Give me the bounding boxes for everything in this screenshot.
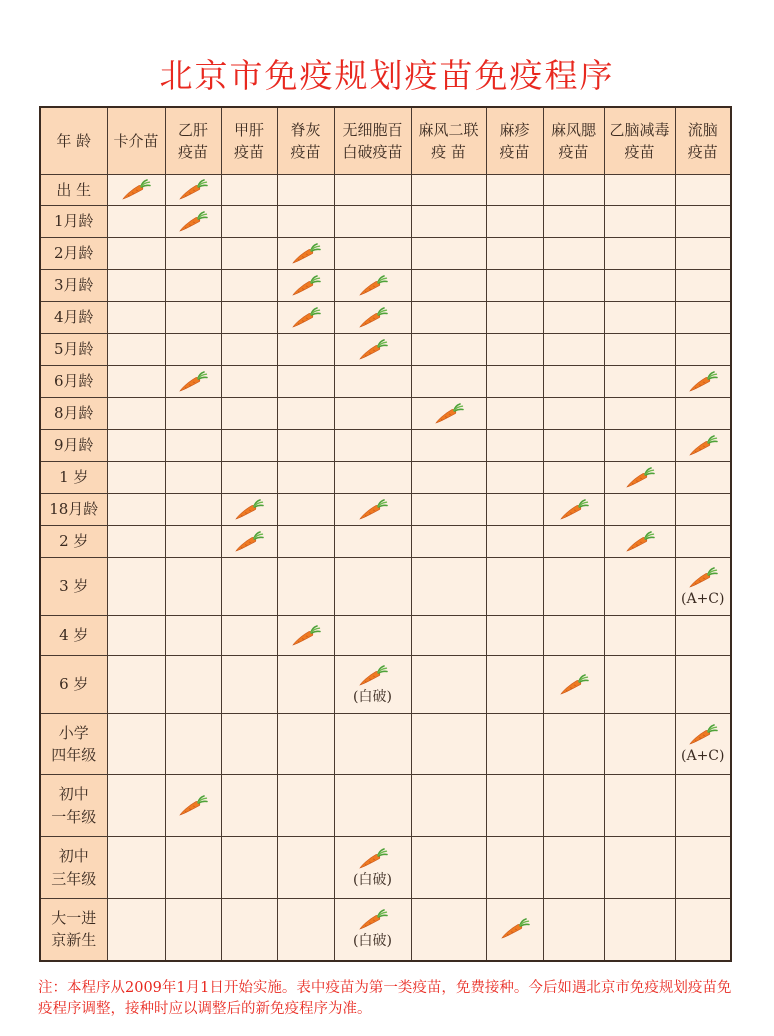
- carrot-icon: [335, 275, 411, 297]
- schedule-cell: [107, 430, 165, 462]
- schedule-cell: [543, 837, 604, 899]
- age-cell: 初中 一年级: [40, 775, 107, 837]
- carrot-icon: [278, 275, 334, 297]
- carrot-icon: [487, 918, 543, 940]
- schedule-cell: [486, 206, 543, 238]
- schedule-cell: [543, 775, 604, 837]
- table-row: [40, 270, 731, 302]
- schedule-cell: [165, 526, 221, 558]
- schedule-cell: [411, 270, 486, 302]
- schedule-cell: [107, 558, 165, 616]
- schedule-cell: [675, 494, 731, 526]
- schedule-cell: [334, 398, 411, 430]
- schedule-cell: [486, 616, 543, 656]
- schedule-cell: [334, 270, 411, 302]
- schedule-cell: [543, 398, 604, 430]
- table-row: [40, 462, 731, 494]
- schedule-cell: [221, 366, 277, 398]
- schedule-cell: [334, 462, 411, 494]
- schedule-cell: [411, 616, 486, 656]
- schedule-cell: [543, 558, 604, 616]
- schedule-cell: [411, 558, 486, 616]
- carrot-icon: [222, 499, 277, 521]
- page-title: 北京市免疫规划疫苗免疫程序: [159, 56, 615, 95]
- schedule-cell: [165, 558, 221, 616]
- carrot-icon: [676, 567, 731, 589]
- schedule-cell: [221, 494, 277, 526]
- schedule-cell: [543, 494, 604, 526]
- schedule-cell: [486, 494, 543, 526]
- schedule-cell: [334, 714, 411, 775]
- schedule-cell: [411, 206, 486, 238]
- carrot-icon: [605, 467, 675, 489]
- carrot-icon: [166, 179, 221, 201]
- schedule-cell: [277, 206, 334, 238]
- table-row: [40, 206, 731, 238]
- age-cell: 大一进 京新生: [40, 899, 107, 961]
- dose-note: (A+C): [681, 748, 725, 764]
- schedule-cell: [165, 899, 221, 961]
- schedule-cell: [334, 558, 411, 616]
- schedule-cell: [277, 656, 334, 714]
- schedule-cell: [277, 175, 334, 206]
- carrot-icon: [605, 531, 675, 553]
- schedule-cell: [221, 398, 277, 430]
- table-row: [40, 430, 731, 462]
- schedule-cell: [334, 430, 411, 462]
- schedule-cell: [411, 302, 486, 334]
- table-row: [40, 899, 731, 961]
- schedule-cell: [604, 175, 675, 206]
- schedule-cell: [543, 302, 604, 334]
- schedule-cell: [604, 656, 675, 714]
- schedule-cell: [486, 270, 543, 302]
- table-row: [40, 302, 731, 334]
- carrot-icon: [676, 371, 731, 393]
- age-cell: 9月龄: [40, 430, 107, 462]
- schedule-cell: [411, 526, 486, 558]
- carrot-icon: [335, 848, 411, 870]
- schedule-cell: [107, 175, 165, 206]
- schedule-cell: [486, 238, 543, 270]
- table-row: [40, 398, 731, 430]
- schedule-cell: [543, 616, 604, 656]
- schedule-cell: [334, 366, 411, 398]
- age-cell: 小学 四年级: [40, 714, 107, 775]
- schedule-cell: [107, 366, 165, 398]
- schedule-cell: [486, 462, 543, 494]
- schedule-cell: [604, 899, 675, 961]
- schedule-cell: [486, 334, 543, 366]
- schedule-cell: [604, 775, 675, 837]
- schedule-cell: [486, 366, 543, 398]
- table-row: [40, 616, 731, 656]
- dose-note: (A+C): [681, 590, 725, 607]
- schedule-cell: [221, 775, 277, 837]
- header-vaccine: 乙肝 疫苗: [165, 107, 221, 175]
- table-row: [40, 175, 731, 206]
- schedule-cell: [221, 430, 277, 462]
- schedule-cell: [277, 558, 334, 616]
- schedule-cell: [411, 899, 486, 961]
- schedule-cell: [675, 837, 731, 899]
- carrot-icon: [166, 371, 221, 393]
- schedule-cell: [334, 494, 411, 526]
- dose-note: (白破): [353, 688, 392, 705]
- schedule-cell: [277, 526, 334, 558]
- schedule-cell: [675, 616, 731, 656]
- schedule-cell: [221, 270, 277, 302]
- schedule-cell: [277, 238, 334, 270]
- carrot-icon: [544, 674, 604, 696]
- header-vaccine: 甲肝 疫苗: [221, 107, 277, 175]
- schedule-cell: [107, 656, 165, 714]
- schedule-cell: [334, 238, 411, 270]
- schedule-cell: [604, 616, 675, 656]
- schedule-cell: [334, 334, 411, 366]
- age-cell: 3月龄: [40, 270, 107, 302]
- table-row: [40, 334, 731, 366]
- header-vaccine: 脊灰 疫苗: [277, 107, 334, 175]
- footnote: 注：本程序从2009年1月1日开始实施。表中疫苗为第一类疫苗，免费接种。今后如遇北京市免疫规划疫苗免疫程序调整，接种时应以调整后的新免疫程序为准。: [38, 980, 732, 1017]
- age-cell: 2 岁: [40, 526, 107, 558]
- schedule-cell: [675, 175, 731, 206]
- schedule-cell: [221, 714, 277, 775]
- schedule-cell: [334, 899, 411, 961]
- carrot-icon: [108, 179, 165, 201]
- schedule-cell: [675, 366, 731, 398]
- schedule-cell: [221, 334, 277, 366]
- carrot-icon: [335, 909, 411, 931]
- header-vaccine: 乙脑减毒 疫苗: [604, 107, 675, 175]
- schedule-cell: [411, 334, 486, 366]
- carrot-icon: [222, 531, 277, 553]
- schedule-cell: [411, 398, 486, 430]
- schedule-cell: [543, 430, 604, 462]
- schedule-cell: [277, 398, 334, 430]
- schedule-cell: [675, 714, 731, 775]
- schedule-cell: [107, 494, 165, 526]
- schedule-cell: [486, 430, 543, 462]
- schedule-cell: [543, 526, 604, 558]
- carrot-icon: [544, 499, 604, 521]
- table-row: [40, 494, 731, 526]
- table-row: [40, 714, 731, 775]
- schedule-cell: [277, 775, 334, 837]
- schedule-cell: [221, 616, 277, 656]
- schedule-cell: [107, 302, 165, 334]
- age-cell: 2月龄: [40, 238, 107, 270]
- schedule-cell: [486, 899, 543, 961]
- table-row: [40, 837, 731, 899]
- carrot-icon: [278, 307, 334, 329]
- schedule-cell: [334, 206, 411, 238]
- schedule-cell: [277, 837, 334, 899]
- table-row: [40, 526, 731, 558]
- schedule-cell: [411, 238, 486, 270]
- schedule-cell: [543, 334, 604, 366]
- schedule-cell: [165, 270, 221, 302]
- schedule-cell: [277, 430, 334, 462]
- schedule-cell: [604, 462, 675, 494]
- schedule-cell: [107, 270, 165, 302]
- dose-note: (白破): [353, 933, 392, 950]
- schedule-cell: [277, 616, 334, 656]
- age-cell: 6月龄: [40, 366, 107, 398]
- schedule-cell: [604, 302, 675, 334]
- schedule-cell: [165, 398, 221, 430]
- schedule-cell: [411, 366, 486, 398]
- schedule-cell: [604, 837, 675, 899]
- schedule-cell: [486, 175, 543, 206]
- schedule-cell: [543, 366, 604, 398]
- schedule-cell: [486, 656, 543, 714]
- carrot-icon: [676, 724, 731, 746]
- schedule-cell: [277, 270, 334, 302]
- schedule-cell: [165, 656, 221, 714]
- header-vaccine: 卡介苗: [107, 107, 165, 175]
- carrot-icon: [412, 403, 486, 425]
- header-vaccine: 流脑 疫苗: [675, 107, 731, 175]
- schedule-cell: [486, 302, 543, 334]
- schedule-cell: [107, 334, 165, 366]
- schedule-cell: [604, 558, 675, 616]
- schedule-cell: [165, 775, 221, 837]
- schedule-cell: [543, 175, 604, 206]
- schedule-cell: [604, 238, 675, 270]
- schedule-cell: [165, 175, 221, 206]
- schedule-cell: [221, 526, 277, 558]
- schedule-cell: [675, 526, 731, 558]
- schedule-cell: [675, 302, 731, 334]
- schedule-cell: [334, 302, 411, 334]
- schedule-cell: [411, 714, 486, 775]
- schedule-cell: [277, 366, 334, 398]
- schedule-cell: [277, 899, 334, 961]
- header-age: 年 龄: [40, 107, 107, 175]
- schedule-cell: [604, 366, 675, 398]
- schedule-cell: [543, 899, 604, 961]
- age-cell: 3 岁: [40, 558, 107, 616]
- age-cell: 1 岁: [40, 462, 107, 494]
- schedule-cell: [107, 238, 165, 270]
- schedule-cell: [277, 302, 334, 334]
- schedule-cell: [221, 558, 277, 616]
- schedule-cell: [277, 494, 334, 526]
- age-cell: 8月龄: [40, 398, 107, 430]
- schedule-cell: [675, 899, 731, 961]
- schedule-cell: [604, 714, 675, 775]
- table-body: [40, 175, 731, 961]
- schedule-cell: [221, 206, 277, 238]
- schedule-cell: [543, 714, 604, 775]
- schedule-cell: [107, 837, 165, 899]
- schedule-cell: [334, 656, 411, 714]
- schedule-cell: [165, 334, 221, 366]
- schedule-cell: [334, 526, 411, 558]
- age-cell: 18月龄: [40, 494, 107, 526]
- header-vaccine: 无细胞百 白破疫苗: [334, 107, 411, 175]
- carrot-icon: [278, 243, 334, 265]
- schedule-cell: [221, 302, 277, 334]
- header-vaccine: 麻疹 疫苗: [486, 107, 543, 175]
- schedule-cell: [604, 206, 675, 238]
- schedule-cell: [486, 398, 543, 430]
- schedule-cell: [107, 616, 165, 656]
- schedule-cell: [486, 558, 543, 616]
- schedule-cell: [543, 206, 604, 238]
- schedule-cell: [165, 206, 221, 238]
- schedule-cell: [221, 462, 277, 494]
- schedule-cell: [675, 775, 731, 837]
- schedule-cell: [486, 714, 543, 775]
- schedule-cell: [165, 714, 221, 775]
- schedule-cell: [411, 462, 486, 494]
- schedule-cell: [675, 270, 731, 302]
- schedule-cell: [165, 302, 221, 334]
- schedule-cell: [675, 334, 731, 366]
- schedule-cell: [277, 334, 334, 366]
- schedule-cell: [486, 837, 543, 899]
- carrot-icon: [335, 339, 411, 361]
- schedule-cell: [107, 206, 165, 238]
- table-row: [40, 656, 731, 714]
- schedule-cell: [221, 837, 277, 899]
- carrot-icon: [676, 435, 731, 457]
- schedule-cell: [107, 526, 165, 558]
- age-cell: 4月龄: [40, 302, 107, 334]
- schedule-cell: [165, 494, 221, 526]
- schedule-cell: [411, 494, 486, 526]
- schedule-cell: [107, 899, 165, 961]
- carrot-icon: [335, 665, 411, 687]
- schedule-cell: [107, 775, 165, 837]
- schedule-cell: [411, 837, 486, 899]
- schedule-cell: [675, 558, 731, 616]
- schedule-cell: [221, 175, 277, 206]
- schedule-cell: [543, 462, 604, 494]
- age-cell: 4 岁: [40, 616, 107, 656]
- age-cell: 5月龄: [40, 334, 107, 366]
- schedule-cell: [675, 398, 731, 430]
- table-row: [40, 366, 731, 398]
- table-header: [40, 107, 731, 175]
- schedule-cell: [604, 270, 675, 302]
- schedule-cell: [604, 398, 675, 430]
- schedule-cell: [543, 238, 604, 270]
- schedule-cell: [411, 175, 486, 206]
- schedule-cell: [543, 656, 604, 714]
- schedule-cell: [486, 775, 543, 837]
- schedule-cell: [675, 656, 731, 714]
- schedule-cell: [411, 775, 486, 837]
- age-cell: 6 岁: [40, 656, 107, 714]
- schedule-cell: [604, 334, 675, 366]
- schedule-cell: [221, 656, 277, 714]
- table-row: [40, 558, 731, 616]
- schedule-cell: [604, 526, 675, 558]
- schedule-cell: [675, 206, 731, 238]
- schedule-cell: [165, 366, 221, 398]
- schedule-cell: [334, 616, 411, 656]
- carrot-icon: [278, 625, 334, 647]
- carrot-icon: [335, 499, 411, 521]
- table-row: [40, 238, 731, 270]
- schedule-cell: [165, 837, 221, 899]
- schedule-cell: [675, 238, 731, 270]
- schedule-cell: [107, 398, 165, 430]
- table-row: [40, 775, 731, 837]
- schedule-cell: [334, 775, 411, 837]
- vaccine-schedule-table: [39, 106, 732, 962]
- schedule-cell: [486, 526, 543, 558]
- schedule-cell: [165, 462, 221, 494]
- schedule-cell: [604, 430, 675, 462]
- schedule-cell: [107, 462, 165, 494]
- age-cell: 初中 三年级: [40, 837, 107, 899]
- schedule-cell: [675, 462, 731, 494]
- carrot-icon: [166, 211, 221, 233]
- schedule-cell: [277, 462, 334, 494]
- schedule-cell: [411, 430, 486, 462]
- schedule-cell: [221, 238, 277, 270]
- schedule-cell: [411, 656, 486, 714]
- carrot-icon: [166, 795, 221, 817]
- carrot-icon: [335, 307, 411, 329]
- schedule-cell: [543, 270, 604, 302]
- schedule-cell: [334, 175, 411, 206]
- schedule-cell: [165, 238, 221, 270]
- age-cell: 1月龄: [40, 206, 107, 238]
- schedule-cell: [675, 430, 731, 462]
- age-cell: 出 生: [40, 175, 107, 206]
- header-vaccine: 麻风二联 疫 苗: [411, 107, 486, 175]
- schedule-cell: [165, 616, 221, 656]
- schedule-cell: [604, 494, 675, 526]
- schedule-cell: [221, 899, 277, 961]
- dose-note: (白破): [353, 871, 392, 888]
- schedule-cell: [277, 714, 334, 775]
- header-vaccine: 麻风腮 疫苗: [543, 107, 604, 175]
- schedule-cell: [107, 714, 165, 775]
- schedule-cell: [334, 837, 411, 899]
- schedule-cell: [165, 430, 221, 462]
